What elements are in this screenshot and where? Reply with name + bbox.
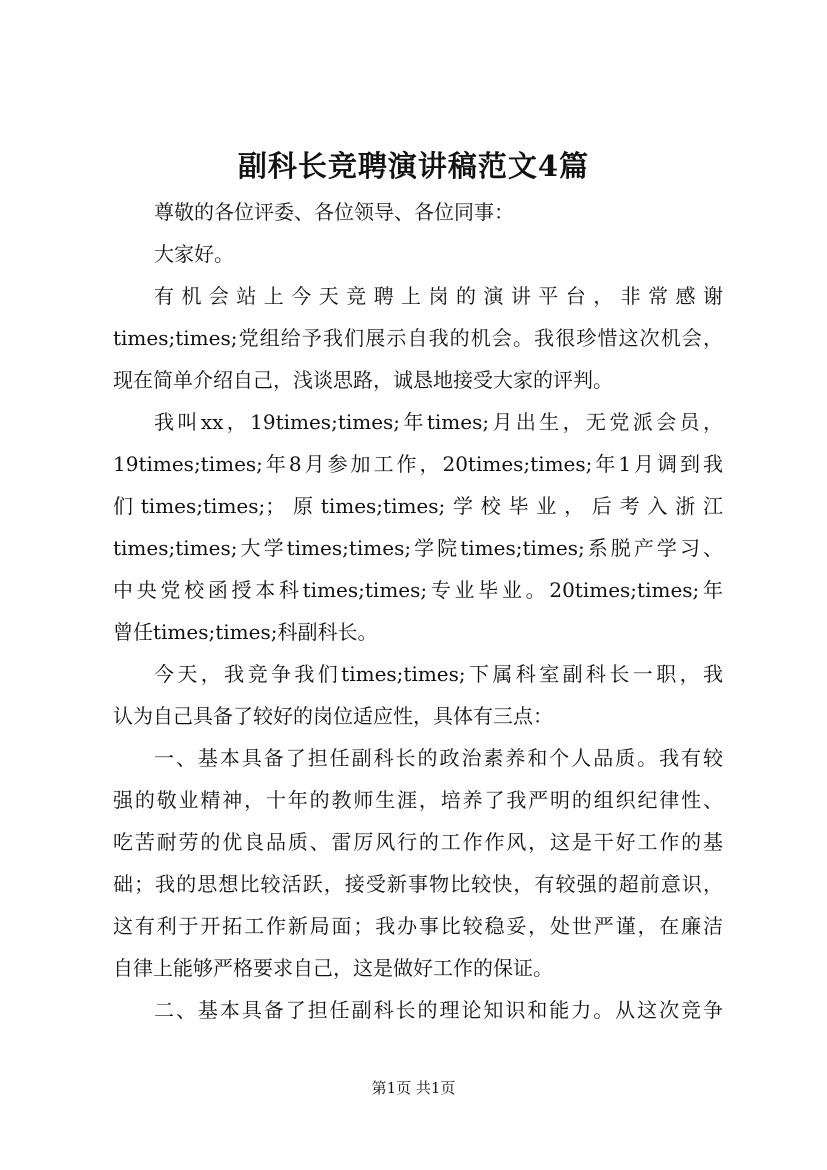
greeting-line: 大家好。 — [154, 242, 234, 266]
paragraph-line: 吃苦耐劳的优良品质、雷厉风行的工作作风，这是干好工作的基 — [113, 830, 723, 854]
paragraph-line: 现在简单介绍自己，浅谈思路，诚恳地接受大家的评判。 — [113, 368, 613, 392]
paragraph-line: 今天，我竞争我们times;times;下属科室副科长一职，我 — [154, 662, 723, 686]
paragraph-line: 认为自己具备了较好的岗位适应性，具体有三点： — [113, 704, 553, 728]
paragraph-line: times;times;党组给予我们展示自我的机会。我很珍惜这次机会， — [113, 326, 723, 350]
document-body — [113, 191, 723, 1031]
paragraph-line: 自律上能够严格要求自己，这是做好工作的保证。 — [113, 956, 553, 980]
paragraph-line: 础；我的思想比较活跃，接受新事物比较快，有较强的超前意识， — [113, 872, 723, 896]
paragraph-line: 19times;times;年8月参加工作，20times;times;年1月调到我 — [113, 452, 723, 476]
paragraph-line: 强的敬业精神，十年的教师生涯，培养了我严明的组织纪律性、 — [113, 788, 723, 812]
paragraph-line: 有机会站上今天竞聘上岗的演讲平台，非常感谢 — [154, 284, 723, 308]
paragraph-line: 我叫xx，19times;times;年times;月出生，无党派会员， — [154, 410, 723, 434]
paragraph-line: times;times;大学times;times;学院times;times;系脱产学习、 — [113, 536, 723, 560]
page-number-footer: 第1页 共1页 — [371, 1079, 456, 1097]
paragraph-line: 曾任times;times;科副科长。 — [113, 620, 378, 644]
paragraph-line: 这有利于开拓工作新局面；我办事比较稳妥，处世严谨，在廉洁 — [113, 914, 723, 938]
salutation-line: 尊敬的各位评委、各位领导、各位同事： — [154, 200, 514, 224]
document-title: 副科长竞聘演讲稿范文4篇 — [237, 149, 590, 183]
paragraph-line: 中央党校函授本科times;times;专业毕业。20times;times;年 — [113, 578, 723, 602]
paragraph-line: 们times;times;；原times;times;学校毕业，后考入浙江 — [113, 494, 723, 518]
paragraph-line: 二、基本具备了担任副科长的理论知识和能力。从这次竞争 — [154, 998, 723, 1022]
paragraph-line: 一、基本具备了担任副科长的政治素养和个人品质。我有较 — [154, 746, 723, 770]
